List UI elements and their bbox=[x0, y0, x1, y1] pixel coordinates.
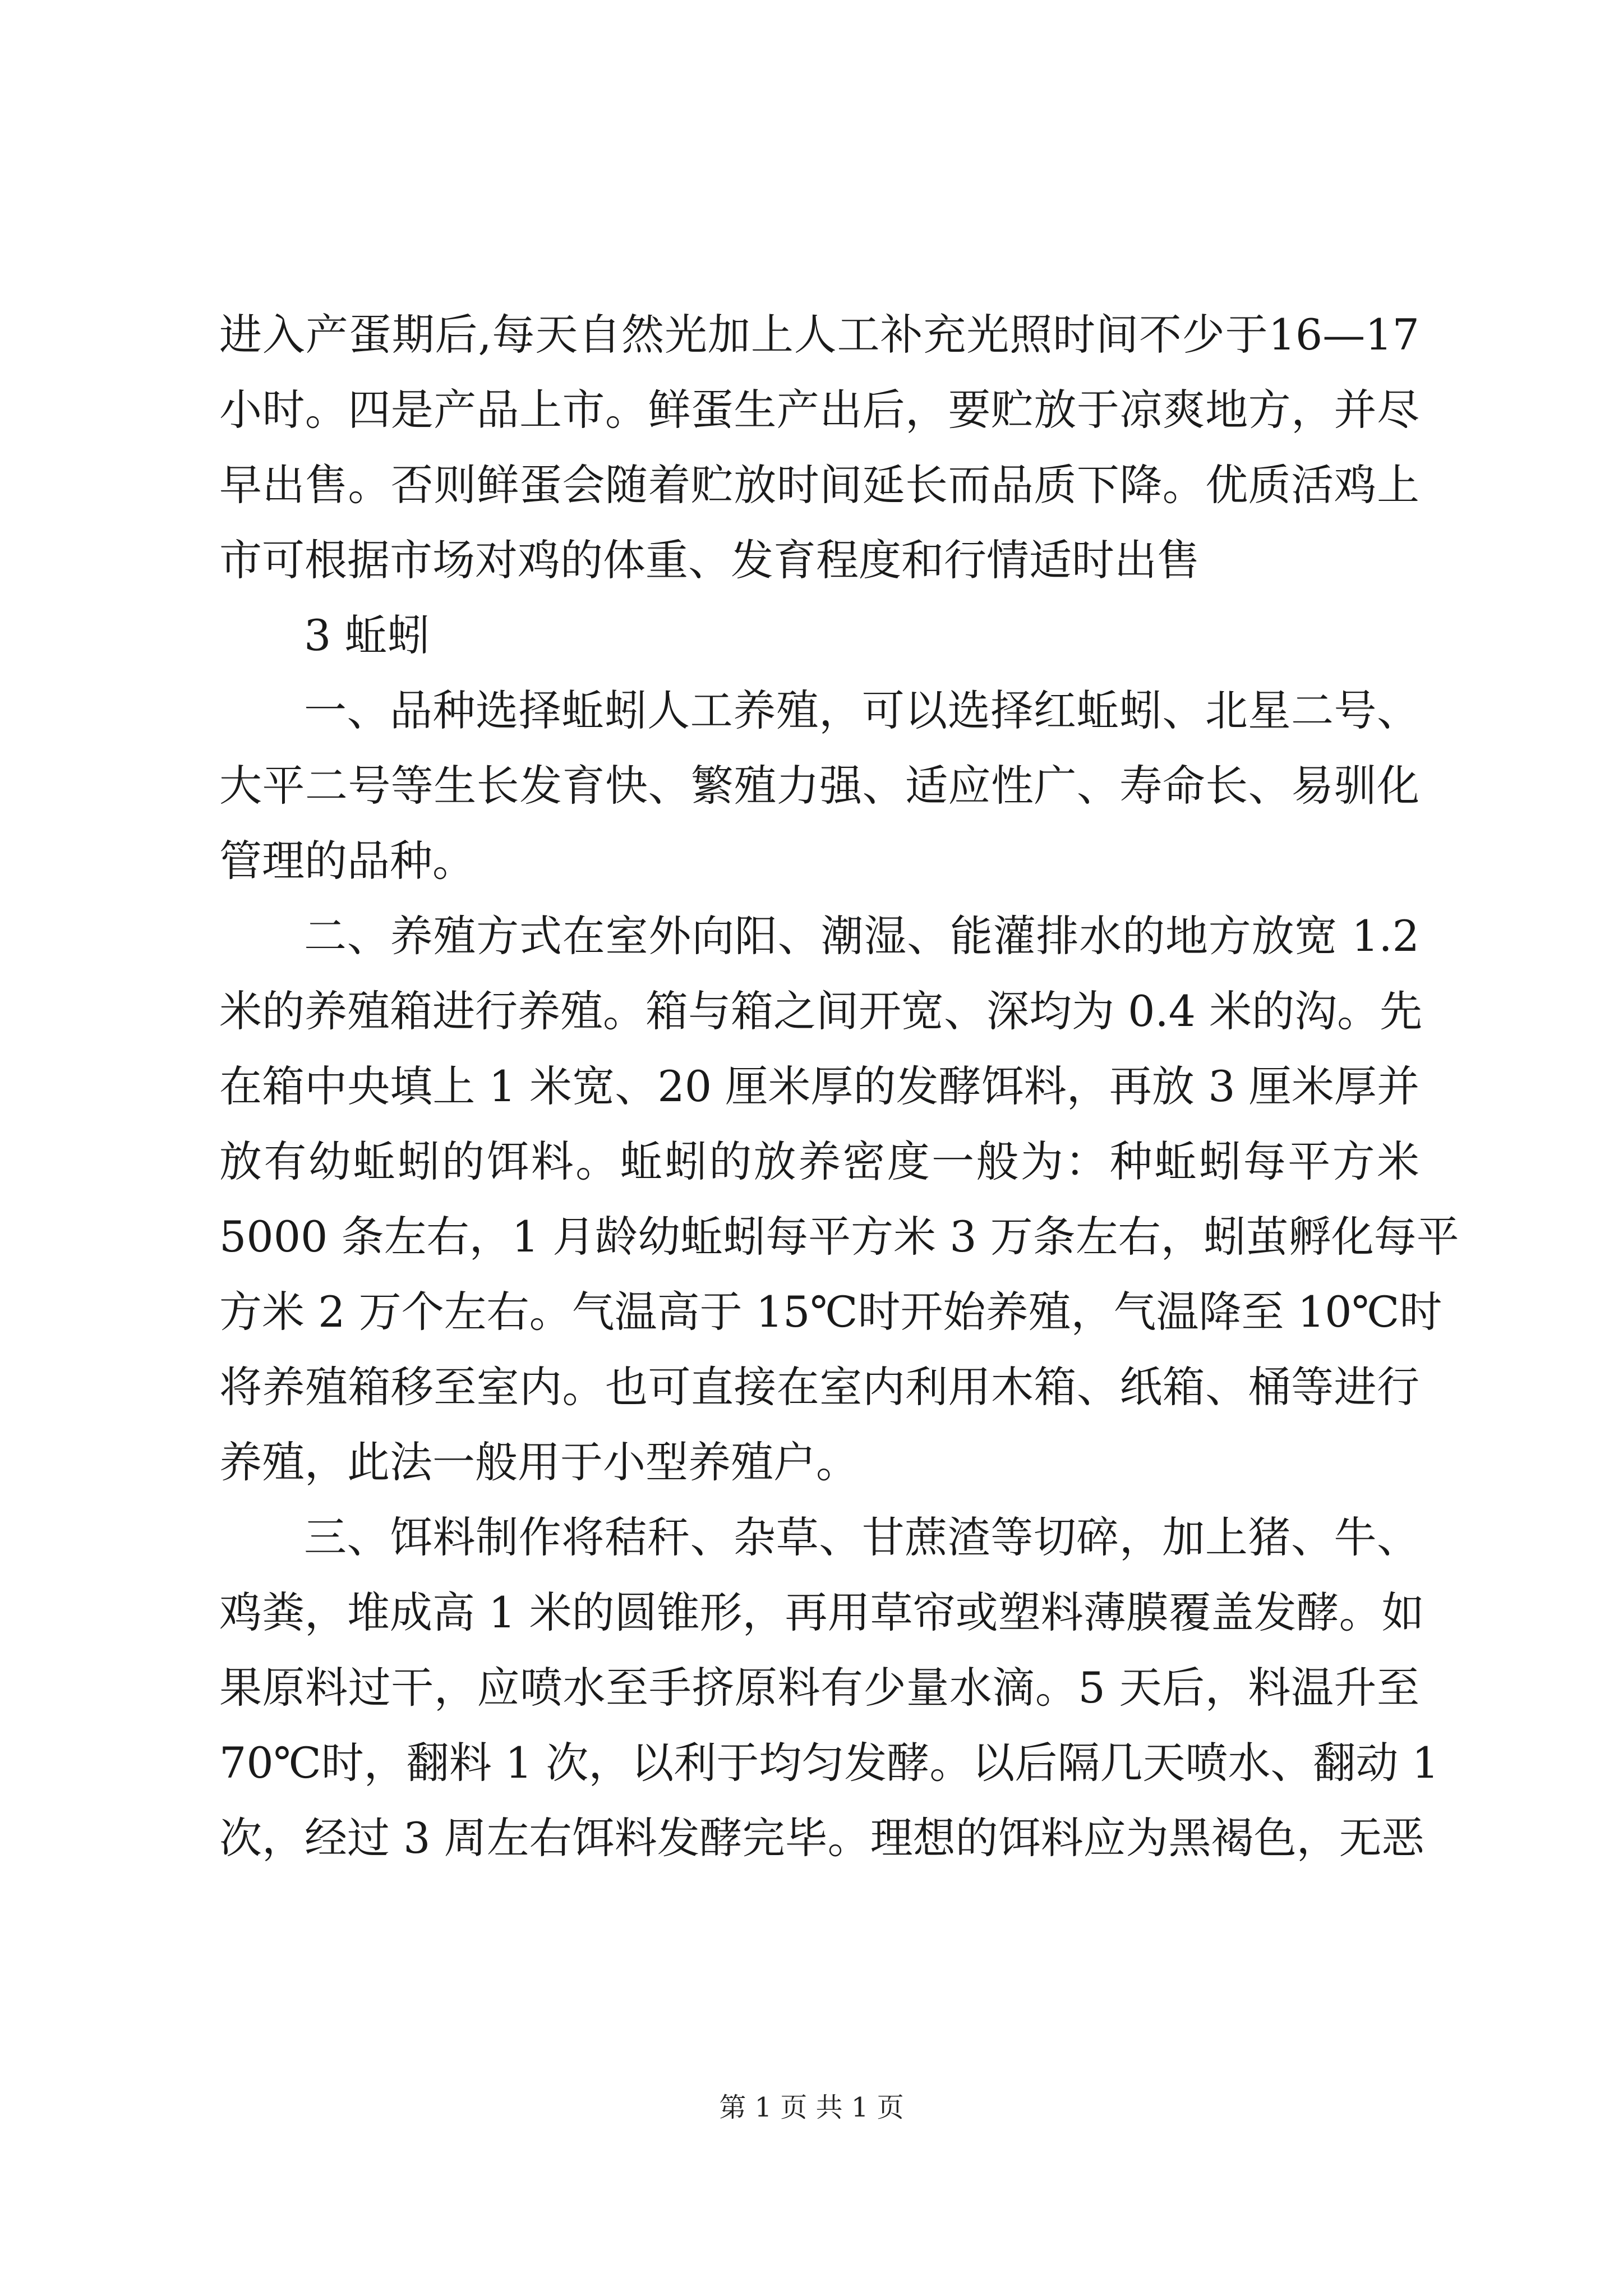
body-line: 早出售。否则鲜蛋会随着贮放时间延长而品质下降。优质活鸡上 bbox=[219, 460, 1419, 510]
body-line: 方米 2 万个左右。气温高于 15℃时开始养殖，气温降至 10℃时 bbox=[219, 1287, 1442, 1337]
body-line: 管理的品种。 bbox=[219, 836, 475, 886]
body-line: 放有幼蚯蚓的饵料。蚯蚓的放养密度一般为：种蚯蚓每平方米 bbox=[219, 1137, 1419, 1186]
page-footer: 第 1 页 共 1 页 bbox=[719, 2092, 904, 2123]
body-line: 市可根据市场对鸡的体重、发育程度和行情适时出售 bbox=[219, 535, 1200, 585]
body-line: 在箱中央填上 1 米宽、20 厘米厚的发酵饵料，再放 3 厘米厚并 bbox=[219, 1061, 1419, 1111]
body-line: 将养殖箱移至室内。也可直接在室内利用木箱、纸箱、桶等进行 bbox=[219, 1362, 1419, 1412]
body-line: 三、饵料制作将秸秆、杂草、甘蔗渣等切碎，加上猪、牛、 bbox=[304, 1512, 1419, 1562]
body-line: 果原料过干，应喷水至手挤原料有少量水滴。5 天后，料温升至 bbox=[219, 1663, 1419, 1713]
body-line: 大平二号等生长发育快、繁殖力强、适应性广、寿命长、易驯化 bbox=[219, 761, 1419, 811]
body-line: 鸡粪，堆成高 1 米的圆锥形，再用草帘或塑料薄膜覆盖发酵。如 bbox=[219, 1588, 1424, 1637]
body-line: 米的养殖箱进行养殖。箱与箱之间开宽、深均为 0.4 米的沟。先 bbox=[219, 986, 1423, 1036]
section-heading: 3 蚯蚓 bbox=[304, 610, 430, 660]
body-line: 养殖，此法一般用于小型养殖户。 bbox=[219, 1437, 859, 1487]
body-line: 小时。四是产品上市。鲜蛋生产出后，要贮放于凉爽地方，并尽 bbox=[219, 385, 1419, 435]
body-line: 进入产蛋期后,每天自然光加上人工补充光照时间不少于16—17 bbox=[219, 310, 1419, 360]
body-line: 二、养殖方式在室外向阳、潮湿、能灌排水的地方放宽 1.2 bbox=[304, 911, 1419, 961]
body-line: 70℃时，翻料 1 次，以利于均匀发酵。以后隔几天喷水、翻动 1 bbox=[219, 1738, 1439, 1788]
body-line: 次，经过 3 周左右饵料发酵完毕。理想的饵料应为黑褐色，无恶 bbox=[219, 1813, 1424, 1863]
body-line: 一、品种选择蚯蚓人工养殖，可以选择红蚯蚓、北星二号、 bbox=[304, 685, 1419, 735]
body-line: 5000 条左右，1 月龄幼蚯蚓每平方米 3 万条左右，蚓茧孵化每平 bbox=[219, 1212, 1459, 1262]
